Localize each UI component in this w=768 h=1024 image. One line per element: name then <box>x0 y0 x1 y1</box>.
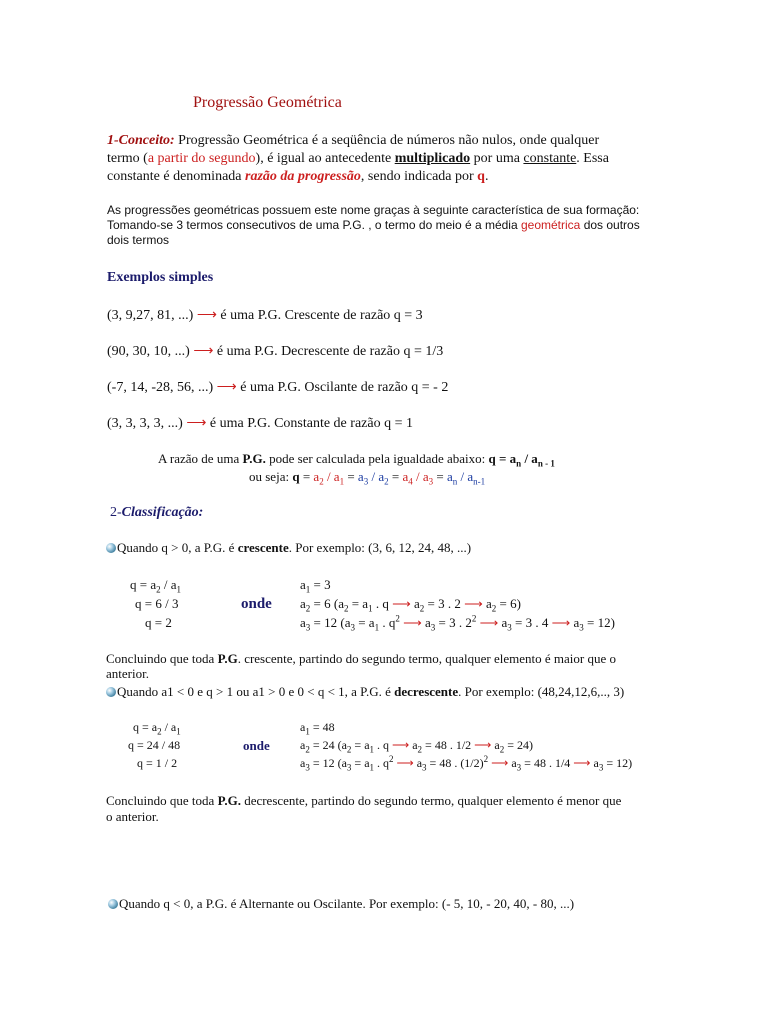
conclusao-text: o anterior. <box>106 809 159 824</box>
formula-text: q = a <box>133 720 158 734</box>
exemplos-heading: Exemplos simples <box>107 270 214 285</box>
arrow-icon: ⟶ <box>196 308 217 323</box>
onde-label: onde <box>241 596 272 612</box>
constante-term: constante <box>523 151 577 166</box>
decrescente-left-1: $q = a_2 / a_1$ <box>133 720 181 737</box>
conceito-highlight: a partir do segundo <box>147 151 256 166</box>
conclusao-text: . crescente, partindo do segundo termo, qualquer elemento é maior que o <box>237 651 617 666</box>
conclusao-text: anterior. <box>106 666 149 681</box>
caracteristica-text: As progressões geométricas possuem este nome graças à seguinte característica de sua formação: <box>107 203 640 217</box>
caracteristica-text: dos outros <box>580 218 640 232</box>
exemplo-seq: (-7, 14, -28, 56, ...) <box>107 380 214 395</box>
decrescente-a3: $a_3 = 12$ ($a_3 = a_1$ . $q^2$ ⟶ $a_3 = 48$ . $(1/2)^2$ ⟶ $a_3 = 48$ . 1/4 ⟶ $a_3 = 12$) <box>300 754 633 773</box>
crescente-a1: $a_1 = 3$ <box>300 577 331 595</box>
razao-text: ou seja: <box>249 469 293 484</box>
exemplo-item <box>107 379 448 396</box>
decrescente-left-2: q = 24 / 48 <box>128 738 181 752</box>
classificacao-title: Classificação: <box>121 505 204 520</box>
razao-text: A razão de uma <box>158 451 243 466</box>
multiplicado-term: multiplicado <box>394 151 471 166</box>
decrescente-left-3: q = 1 / 2 <box>137 756 178 770</box>
conceito-text: ), é igual ao antecedente <box>255 151 395 166</box>
crescente-intro <box>106 540 471 556</box>
crescente-left-1: $q = a_2 / a_1$ <box>130 577 181 595</box>
subscript: n - 1 <box>537 458 555 469</box>
exemplo-text: é uma P.G. Oscilante de razão q = - 2 <box>236 380 449 395</box>
crescente-term: crescente <box>237 540 289 555</box>
caracteristica-text: dois termos <box>107 233 170 247</box>
conclusao-text: decrescente, partindo do segundo termo, qualquer elemento é menor que <box>240 793 622 808</box>
onde-label: onde <box>243 738 270 753</box>
conceito-text: . Essa <box>576 151 609 166</box>
bullet-icon <box>106 687 116 697</box>
pg-term: P.G. <box>242 451 266 466</box>
conceito-heading: 1-Conceito: <box>107 133 175 148</box>
bullet-icon <box>108 899 118 909</box>
exemplo-text: é uma P.G. Crescente de razão q = 3 <box>216 308 423 323</box>
arrow-icon: ⟶ <box>216 380 237 395</box>
conceito-text: por uma <box>470 151 524 166</box>
arrow-icon: ⟶ <box>193 344 214 359</box>
exemplo-seq: (3, 3, 3, 3, ...) <box>107 416 183 431</box>
razao-text: pode ser calculada pela igualdade abaixo: <box>265 451 489 466</box>
decrescente-conclusao <box>106 793 621 825</box>
subscript: n <box>516 458 522 469</box>
conclusao-text: Concluindo que toda <box>106 651 218 666</box>
exemplo-text: é uma P.G. Decrescente de razão q = 1/3 <box>213 344 444 359</box>
formula-text: = 48 <box>309 720 335 734</box>
crescente-a3: $a_3 = 12$ ($a_3 = a_1$ . $q^2$ ⟶ $a_3 = 3$ . $2^2$ ⟶ $a_3 = 3$ . 4 ⟶ $a_3 = 12$) <box>300 613 615 633</box>
crescente-left-2: q = 6 / 3 <box>135 596 179 611</box>
razao-line <box>158 451 555 467</box>
conceito-paragraph <box>107 132 609 186</box>
exemplo-text: é uma P.G. Constante de razão q = 1 <box>206 416 413 431</box>
exemplo-seq: (3, 9,27, 81, ...) <box>107 308 194 323</box>
decrescente-term: decrescente <box>394 684 459 699</box>
classificacao-heading <box>110 505 203 521</box>
crescente-left-3: q = 2 <box>145 615 172 630</box>
exemplo-item <box>107 415 413 432</box>
formula-text: q = a <box>130 577 157 592</box>
intro-text: Quando a1 < 0 e q > 1 ou a1 > 0 e 0 < q < 1, a P.G. é <box>117 684 395 699</box>
razao-formula: / a <box>521 451 538 466</box>
caracteristica-text: Tomando-se 3 termos consecutivos de uma P.G. , o termo do meio é a média <box>107 218 521 232</box>
conceito-text: termo ( <box>107 151 148 166</box>
razao-term: razão da progressão <box>245 169 361 184</box>
conceito-text: . <box>484 169 489 184</box>
conclusao-text: Concluindo que toda <box>106 793 218 808</box>
crescente-a2: $a_2 = 6$ ($a_2 = a_1$ . q ⟶ $a_2 = 3$ . 2 ⟶ $a_2 = 6$) <box>300 596 521 614</box>
formula-text: a <box>300 577 306 592</box>
arrow-icon: ⟶ <box>186 416 207 431</box>
exemplo-seq: (90, 30, 10, ...) <box>107 344 190 359</box>
oscilante-intro <box>108 896 574 912</box>
razao-ou-seja: ou seja: $q = a_2 / a_1 = a_3 / a_2 = a_4 / a_3 = a_n / a_{n-1}$ <box>249 469 486 487</box>
bullet-icon <box>106 543 116 553</box>
pg-term: P.G <box>217 651 238 666</box>
crescente-conclusao <box>106 651 616 681</box>
formula-text: = 3 <box>310 577 331 592</box>
intro-text: . Por exemplo: (3, 6, 12, 24, 48, ...) <box>288 540 472 555</box>
q-symbol: q <box>477 169 485 184</box>
decrescente-a2: $a_2 = 24$ ($a_2 = a_1$ . q ⟶ $a_2 = 48$ . 1/2 ⟶ $a_2 = 24$) <box>300 738 533 755</box>
pg-term: P.G. <box>217 793 241 808</box>
decrescente-a1: $a_1 = 48$ <box>300 720 335 737</box>
decrescente-intro <box>106 684 624 700</box>
intro-text: Quando q < 0, a P.G. é Alternante ou Oscilante. Por exemplo: (- 5, 10, - 20, 40, - 80, ...) <box>119 896 575 911</box>
razao-text: = <box>299 469 314 484</box>
q-symbol: q <box>292 469 300 484</box>
classificacao-prefix: 2- <box>110 505 122 520</box>
conceito-text: , sendo indicada por <box>360 169 478 184</box>
intro-text: Quando q > 0, a P.G. é <box>117 540 238 555</box>
conceito-text: Progressão Geométrica é a seqüência de números não nulos, onde qualquer <box>174 133 600 148</box>
exemplo-item <box>107 307 423 324</box>
geometrica-term: geométrica <box>520 218 581 232</box>
conceito-text: constante é denominada <box>107 169 246 184</box>
page-title: Progressão Geométrica <box>193 94 342 111</box>
razao-formula: q = a <box>488 451 517 466</box>
exemplo-item <box>107 343 443 360</box>
intro-text: . Por exemplo: (48,24,12,6,.., 3) <box>458 684 625 699</box>
caracteristica-paragraph <box>107 203 640 248</box>
